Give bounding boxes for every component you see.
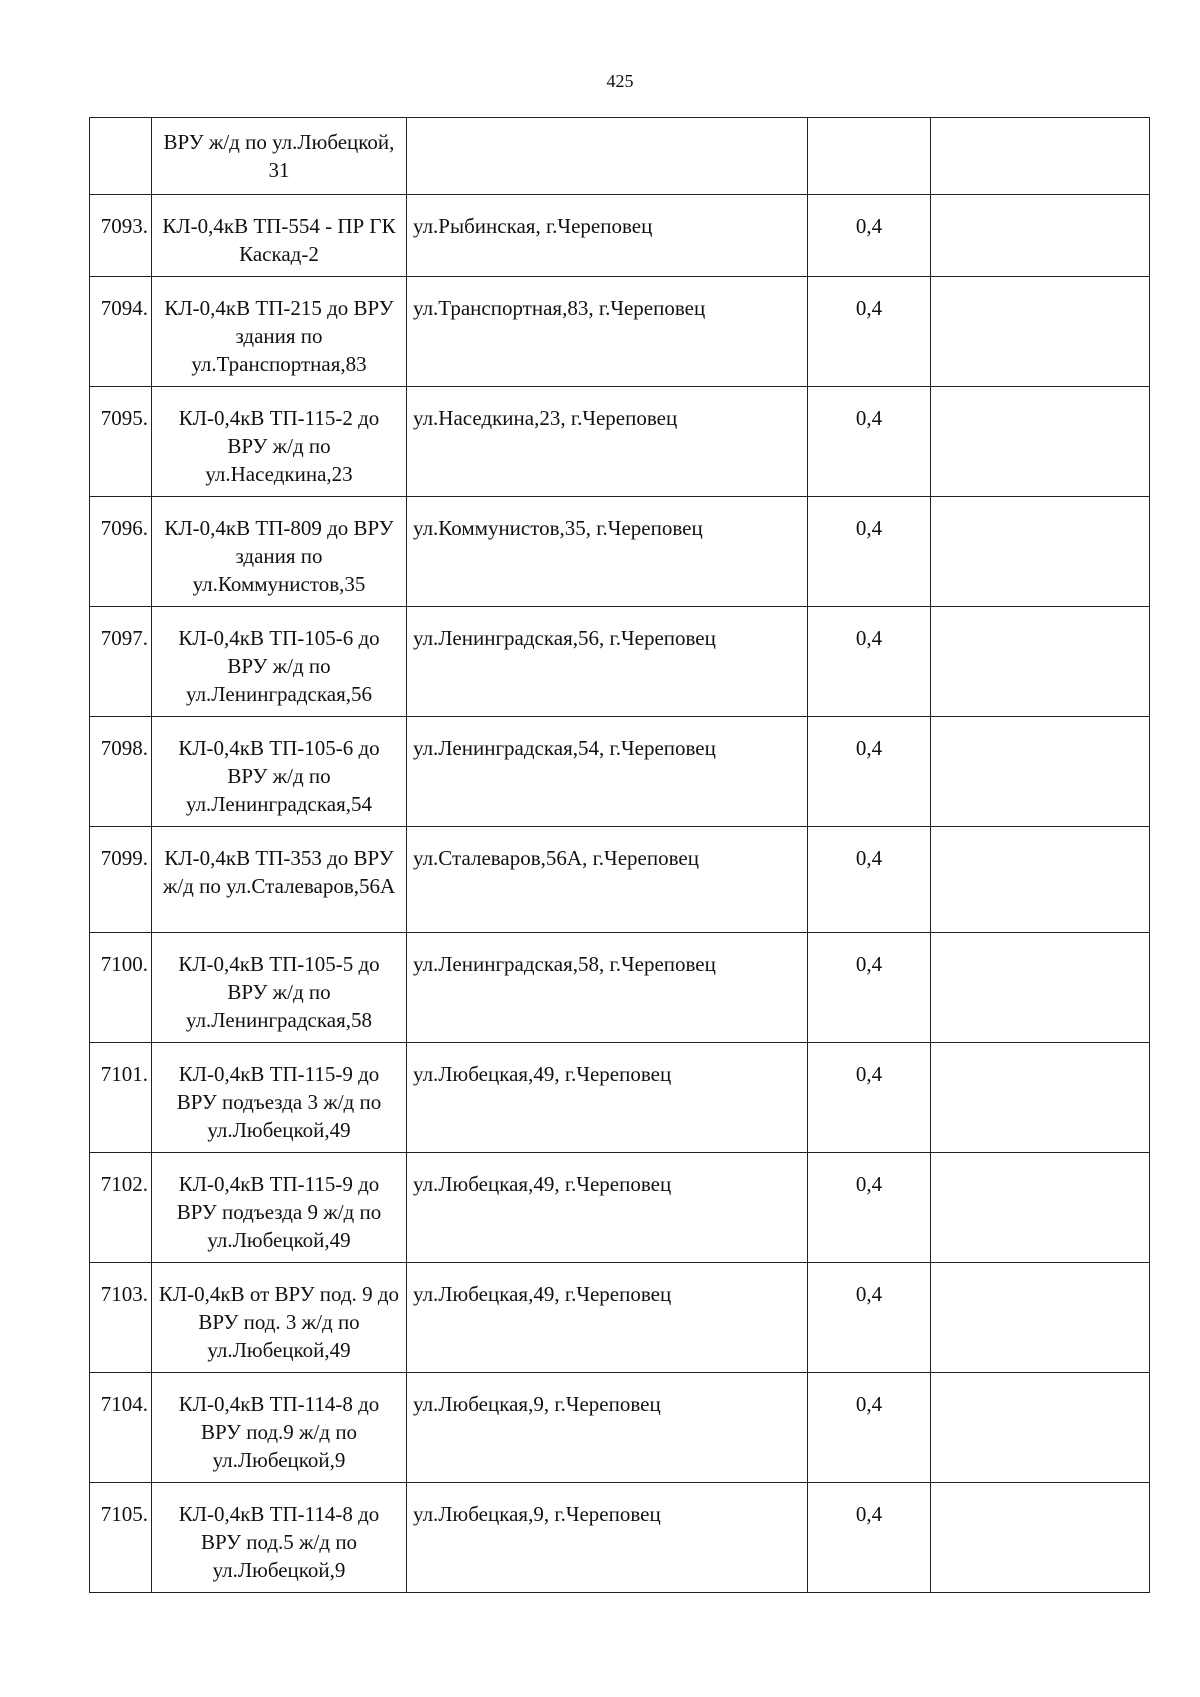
line-name-cell: КЛ-0,4кВ ТП-105-6 до ВРУ ж/д по ул.Ленинградская,54	[152, 717, 407, 827]
row-number-cell: 7105.	[90, 1483, 152, 1593]
page-number: 425	[606, 71, 634, 91]
line-name-cell: КЛ-0,4кВ ТП-114-8 до ВРУ под.9 ж/д по ул.Любецкой,9	[152, 1373, 407, 1483]
voltage-cell: 0,4	[808, 277, 931, 387]
cable-line-registry-table	[89, 117, 1150, 1593]
line-name-cell: КЛ-0,4кВ ТП-105-5 до ВРУ ж/д по ул.Ленинградская,58	[152, 933, 407, 1043]
row-number-cell: 7099.	[90, 827, 152, 933]
empty-cell	[931, 607, 1150, 717]
voltage-cell: 0,4	[808, 1043, 931, 1153]
voltage-cell: 0,4	[808, 717, 931, 827]
empty-cell	[931, 277, 1150, 387]
address-cell: ул.Ленинградская,58, г.Череповец	[407, 933, 808, 1043]
voltage-cell: 0,4	[808, 195, 931, 277]
address-cell: ул.Любецкая,9, г.Череповец	[407, 1373, 808, 1483]
row-number-cell: 7094.	[90, 277, 152, 387]
voltage-cell: 0,4	[808, 827, 931, 933]
row-number-cell: 7096.	[90, 497, 152, 607]
address-cell: ул.Любецкая,49, г.Череповец	[407, 1043, 808, 1153]
table-row	[90, 1043, 1150, 1153]
row-number-cell: 7097.	[90, 607, 152, 717]
row-number-cell: 7102.	[90, 1153, 152, 1263]
empty-cell	[931, 118, 1150, 195]
empty-cell	[931, 717, 1150, 827]
line-name-cell: КЛ-0,4кВ ТП-105-6 до ВРУ ж/д по ул.Ленинградская,56	[152, 607, 407, 717]
line-name-cell: КЛ-0,4кВ ТП-115-9 до ВРУ подъезда 9 ж/д по ул.Любецкой,49	[152, 1153, 407, 1263]
table-row	[90, 827, 1150, 933]
empty-cell	[931, 827, 1150, 933]
voltage-cell: 0,4	[808, 607, 931, 717]
table-row	[90, 1373, 1150, 1483]
line-name-cell: КЛ-0,4кВ ТП-115-2 до ВРУ ж/д по ул.Наседкина,23	[152, 387, 407, 497]
address-cell	[407, 118, 808, 195]
table-row	[90, 607, 1150, 717]
line-name-cell: КЛ-0,4кВ от ВРУ под. 9 до ВРУ под. 3 ж/д по ул.Любецкой,49	[152, 1263, 407, 1373]
voltage-cell: 0,4	[808, 1483, 931, 1593]
table-row	[90, 195, 1150, 277]
line-name-cell: ВРУ ж/д по ул.Любецкой, 31	[152, 118, 407, 195]
table-row	[90, 717, 1150, 827]
voltage-cell: 0,4	[808, 933, 931, 1043]
line-name-cell: КЛ-0,4кВ ТП-353 до ВРУ ж/д по ул.Сталеваров,56А	[152, 827, 407, 933]
table-row	[90, 1483, 1150, 1593]
table-body	[90, 118, 1150, 1593]
line-name-cell: КЛ-0,4кВ ТП-809 до ВРУ здания по ул.Коммунистов,35	[152, 497, 407, 607]
table-row	[90, 1153, 1150, 1263]
row-number-cell: 7095.	[90, 387, 152, 497]
address-cell: ул.Наседкина,23, г.Череповец	[407, 387, 808, 497]
empty-cell	[931, 195, 1150, 277]
address-cell: ул.Ленинградская,56, г.Череповец	[407, 607, 808, 717]
table-row	[90, 497, 1150, 607]
voltage-cell	[808, 118, 931, 195]
voltage-cell: 0,4	[808, 497, 931, 607]
address-cell: ул.Любецкая,49, г.Череповец	[407, 1153, 808, 1263]
line-name-cell: КЛ-0,4кВ ТП-115-9 до ВРУ подъезда 3 ж/д по ул.Любецкой,49	[152, 1043, 407, 1153]
address-cell: ул.Рыбинская, г.Череповец	[407, 195, 808, 277]
address-cell: ул.Коммунистов,35, г.Череповец	[407, 497, 808, 607]
address-cell: ул.Ленинградская,54, г.Череповец	[407, 717, 808, 827]
voltage-cell: 0,4	[808, 1153, 931, 1263]
empty-cell	[931, 1043, 1150, 1153]
row-number-cell: 7093.	[90, 195, 152, 277]
line-name-cell: КЛ-0,4кВ ТП-215 до ВРУ здания по ул.Транспортная,83	[152, 277, 407, 387]
empty-cell	[931, 1153, 1150, 1263]
voltage-cell: 0,4	[808, 1263, 931, 1373]
empty-cell	[931, 1483, 1150, 1593]
row-number-cell: 7101.	[90, 1043, 152, 1153]
row-number-cell	[90, 118, 152, 195]
row-number-cell: 7098.	[90, 717, 152, 827]
table-row	[90, 387, 1150, 497]
voltage-cell: 0,4	[808, 1373, 931, 1483]
voltage-cell: 0,4	[808, 387, 931, 497]
empty-cell	[931, 497, 1150, 607]
address-cell: ул.Транспортная,83, г.Череповец	[407, 277, 808, 387]
address-cell: ул.Любецкая,49, г.Череповец	[407, 1263, 808, 1373]
row-number-cell: 7104.	[90, 1373, 152, 1483]
address-cell: ул.Любецкая,9, г.Череповец	[407, 1483, 808, 1593]
empty-cell	[931, 387, 1150, 497]
empty-cell	[931, 933, 1150, 1043]
empty-cell	[931, 1263, 1150, 1373]
address-cell: ул.Сталеваров,56А, г.Череповец	[407, 827, 808, 933]
row-number-cell: 7100.	[90, 933, 152, 1043]
table-row	[90, 118, 1150, 195]
line-name-cell: КЛ-0,4кВ ТП-554 - ПР ГК Каскад-2	[152, 195, 407, 277]
row-number-cell: 7103.	[90, 1263, 152, 1373]
empty-cell	[931, 1373, 1150, 1483]
line-name-cell: КЛ-0,4кВ ТП-114-8 до ВРУ под.5 ж/д по ул.Любецкой,9	[152, 1483, 407, 1593]
table-row	[90, 1263, 1150, 1373]
table-row	[90, 933, 1150, 1043]
table-row	[90, 277, 1150, 387]
